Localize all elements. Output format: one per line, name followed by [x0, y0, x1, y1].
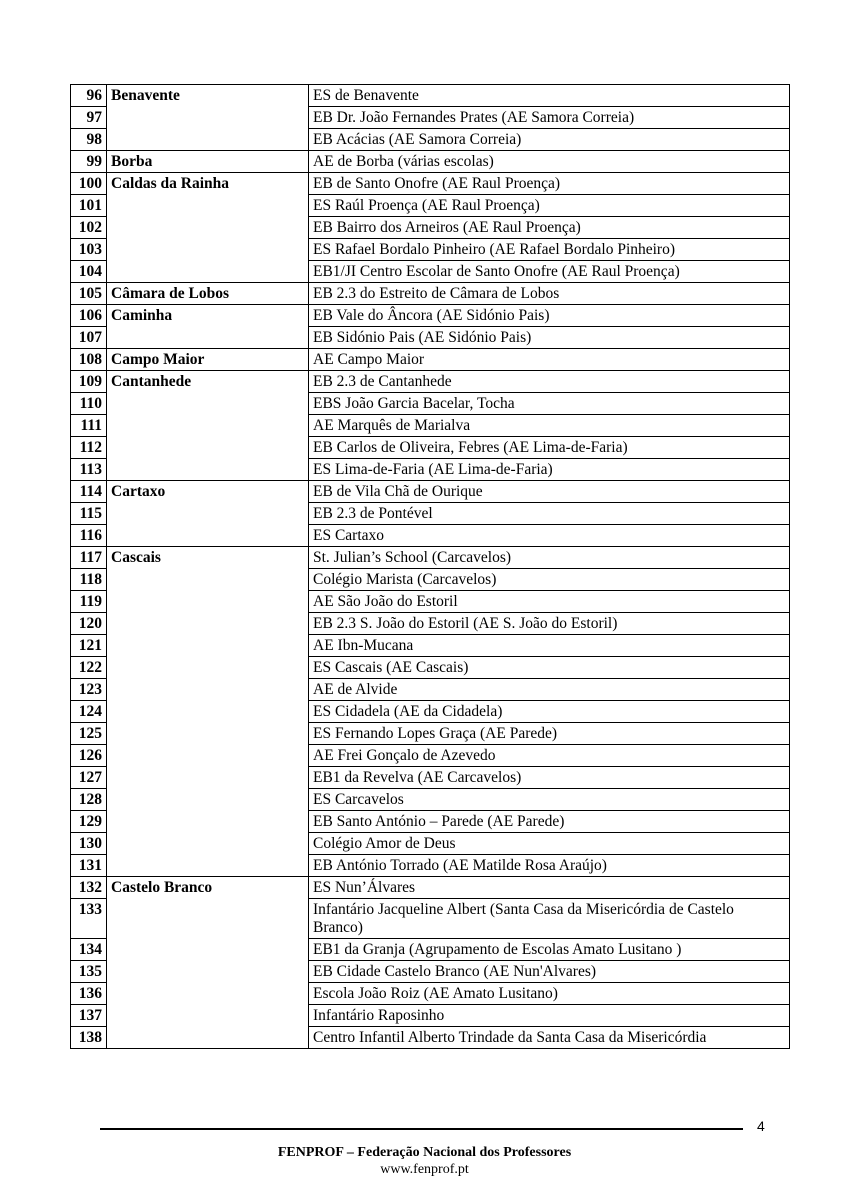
table-row: [71, 701, 790, 723]
row-number: 110: [71, 393, 107, 415]
municipality-cell: [107, 261, 309, 283]
school-cell: AE de Alvide: [309, 679, 790, 701]
school-cell: AE Marquês de Marialva: [309, 415, 790, 437]
row-number: 119: [71, 591, 107, 613]
row-number: 104: [71, 261, 107, 283]
table-row: [71, 723, 790, 745]
table-row: [71, 481, 790, 503]
table-row: [71, 437, 790, 459]
table-row: [71, 525, 790, 547]
table-row: [71, 283, 790, 305]
municipality-cell: [107, 657, 309, 679]
row-number: 132: [71, 877, 107, 899]
school-cell: EB Cidade Castelo Branco (AE Nun'Alvares): [309, 961, 790, 983]
table-row: [71, 327, 790, 349]
schools-table: [70, 84, 790, 1049]
municipality-cell: Castelo Branco: [107, 877, 309, 899]
municipality-cell: [107, 459, 309, 481]
school-cell: EB Sidónio Pais (AE Sidónio Pais): [309, 327, 790, 349]
school-cell: EB de Santo Onofre (AE Raul Proença): [309, 173, 790, 195]
school-cell: EB Carlos de Oliveira, Febres (AE Lima-de-Faria): [309, 437, 790, 459]
row-number: 123: [71, 679, 107, 701]
table-row: [71, 745, 790, 767]
municipality-cell: Caminha: [107, 305, 309, 327]
row-number: 131: [71, 855, 107, 877]
table-row: [71, 767, 790, 789]
school-cell: Escola João Roiz (AE Amato Lusitano): [309, 983, 790, 1005]
row-number: 115: [71, 503, 107, 525]
school-cell: ES Rafael Bordalo Pinheiro (AE Rafael Bordalo Pinheiro): [309, 239, 790, 261]
municipality-cell: [107, 811, 309, 833]
municipality-cell: [107, 1027, 309, 1049]
row-number: 106: [71, 305, 107, 327]
municipality-cell: Campo Maior: [107, 349, 309, 371]
school-cell: EB Santo António – Parede (AE Parede): [309, 811, 790, 833]
school-cell: ES Cartaxo: [309, 525, 790, 547]
school-cell: AE Campo Maior: [309, 349, 790, 371]
table-row: [71, 1005, 790, 1027]
school-cell: ES Nun’Álvares: [309, 877, 790, 899]
municipality-cell: [107, 569, 309, 591]
municipality-cell: [107, 855, 309, 877]
municipality-cell: [107, 635, 309, 657]
municipality-cell: [107, 195, 309, 217]
table-row: [71, 305, 790, 327]
table-row: [71, 349, 790, 371]
row-number: 112: [71, 437, 107, 459]
municipality-cell: [107, 415, 309, 437]
row-number: 127: [71, 767, 107, 789]
municipality-cell: [107, 961, 309, 983]
municipality-cell: [107, 613, 309, 635]
table-row: [71, 1027, 790, 1049]
row-number: 109: [71, 371, 107, 393]
table-row: [71, 591, 790, 613]
school-cell: EB António Torrado (AE Matilde Rosa Araújo): [309, 855, 790, 877]
municipality-cell: [107, 983, 309, 1005]
school-cell: EBS João Garcia Bacelar, Tocha: [309, 393, 790, 415]
row-number: 98: [71, 129, 107, 151]
table-row: [71, 107, 790, 129]
school-cell: Infantário Raposinho: [309, 1005, 790, 1027]
row-number: 120: [71, 613, 107, 635]
footer-organization: FENPROF – Federação Nacional dos Professores: [277, 1145, 572, 1160]
school-cell: AE São João do Estoril: [309, 591, 790, 613]
footer-website: www.fenprof.pt: [380, 1162, 469, 1177]
row-number: 114: [71, 481, 107, 503]
school-cell: EB Vale do Âncora (AE Sidónio Pais): [309, 305, 790, 327]
table-row: [71, 503, 790, 525]
row-number: 102: [71, 217, 107, 239]
row-number: 113: [71, 459, 107, 481]
school-cell: St. Julian’s School (Carcavelos): [309, 547, 790, 569]
table-row: [71, 151, 790, 173]
school-cell: ES Cascais (AE Cascais): [309, 657, 790, 679]
table-row: [71, 261, 790, 283]
row-number: 133: [71, 899, 107, 939]
school-cell: AE Ibn-Mucana: [309, 635, 790, 657]
table-row: [71, 679, 790, 701]
school-cell: EB 2.3 S. João do Estoril (AE S. João do Estoril): [309, 613, 790, 635]
school-cell: Colégio Marista (Carcavelos): [309, 569, 790, 591]
municipality-cell: [107, 745, 309, 767]
table-row: [71, 569, 790, 591]
municipality-cell: [107, 217, 309, 239]
school-cell: EB Dr. João Fernandes Prates (AE Samora Correia): [309, 107, 790, 129]
municipality-cell: Câmara de Lobos: [107, 283, 309, 305]
table-row: [71, 85, 790, 107]
municipality-cell: [107, 679, 309, 701]
row-number: 137: [71, 1005, 107, 1027]
row-number: 136: [71, 983, 107, 1005]
row-number: 135: [71, 961, 107, 983]
row-number: 134: [71, 939, 107, 961]
municipality-cell: [107, 591, 309, 613]
row-number: 122: [71, 657, 107, 679]
table-row: [71, 811, 790, 833]
municipality-cell: Benavente: [107, 85, 309, 107]
municipality-cell: [107, 129, 309, 151]
table-row: [71, 855, 790, 877]
row-number: 97: [71, 107, 107, 129]
school-cell: EB 2.3 do Estreito de Câmara de Lobos: [309, 283, 790, 305]
row-number: 126: [71, 745, 107, 767]
row-number: 118: [71, 569, 107, 591]
school-cell: EB Acácias (AE Samora Correia): [309, 129, 790, 151]
table-row: [71, 789, 790, 811]
row-number: 130: [71, 833, 107, 855]
municipality-cell: [107, 1005, 309, 1027]
table-row: [71, 899, 790, 939]
municipality-cell: [107, 239, 309, 261]
row-number: 101: [71, 195, 107, 217]
row-number: 108: [71, 349, 107, 371]
row-number: 117: [71, 547, 107, 569]
municipality-cell: [107, 939, 309, 961]
table-row: [71, 195, 790, 217]
school-cell: EB1 da Granja (Agrupamento de Escolas Amato Lusitano ): [309, 939, 790, 961]
municipality-cell: [107, 525, 309, 547]
school-cell: Colégio Amor de Deus: [309, 833, 790, 855]
school-cell: EB1/JI Centro Escolar de Santo Onofre (AE Raul Proença): [309, 261, 790, 283]
school-cell: EB de Vila Chã de Ourique: [309, 481, 790, 503]
school-cell: ES Carcavelos: [309, 789, 790, 811]
row-number: 111: [71, 415, 107, 437]
table-row: [71, 961, 790, 983]
row-number: 107: [71, 327, 107, 349]
row-number: 129: [71, 811, 107, 833]
table-row: [71, 371, 790, 393]
municipality-cell: [107, 789, 309, 811]
school-cell: EB 2.3 de Pontével: [309, 503, 790, 525]
row-number: 100: [71, 173, 107, 195]
table-row: [71, 415, 790, 437]
school-cell: Centro Infantil Alberto Trindade da Santa Casa da Misericórdia: [309, 1027, 790, 1049]
table-row: [71, 239, 790, 261]
table-row: [71, 129, 790, 151]
school-cell: EB1 da Revelva (AE Carcavelos): [309, 767, 790, 789]
table-row: [71, 547, 790, 569]
school-cell: EB Bairro dos Arneiros (AE Raul Proença): [309, 217, 790, 239]
school-cell: ES Fernando Lopes Graça (AE Parede): [309, 723, 790, 745]
table-row: [71, 833, 790, 855]
row-number: 128: [71, 789, 107, 811]
row-number: 103: [71, 239, 107, 261]
municipality-cell: [107, 503, 309, 525]
table-row: [71, 393, 790, 415]
municipality-cell: [107, 723, 309, 745]
row-number: 121: [71, 635, 107, 657]
table-row: [71, 877, 790, 899]
municipality-cell: Cascais: [107, 547, 309, 569]
table-row: [71, 939, 790, 961]
schools-table-body: [71, 85, 790, 1049]
municipality-cell: Cantanhede: [107, 371, 309, 393]
footer-divider: [100, 1128, 743, 1130]
table-row: [71, 459, 790, 481]
row-number: 138: [71, 1027, 107, 1049]
table-row: [71, 613, 790, 635]
school-cell: ES Cidadela (AE da Cidadela): [309, 701, 790, 723]
school-cell: AE Frei Gonçalo de Azevedo: [309, 745, 790, 767]
table-row: [71, 635, 790, 657]
row-number: 105: [71, 283, 107, 305]
row-number: 124: [71, 701, 107, 723]
row-number: 125: [71, 723, 107, 745]
municipality-cell: Cartaxo: [107, 481, 309, 503]
row-number: 96: [71, 85, 107, 107]
row-number: 99: [71, 151, 107, 173]
municipality-cell: [107, 393, 309, 415]
municipality-cell: [107, 833, 309, 855]
table-row: [71, 217, 790, 239]
table-row: [71, 657, 790, 679]
municipality-cell: [107, 107, 309, 129]
table-row: [71, 983, 790, 1005]
municipality-cell: Caldas da Rainha: [107, 173, 309, 195]
municipality-cell: [107, 767, 309, 789]
page-number: 4: [757, 1118, 765, 1134]
school-cell: ES Lima-de-Faria (AE Lima-de-Faria): [309, 459, 790, 481]
municipality-cell: [107, 701, 309, 723]
school-cell: EB 2.3 de Cantanhede: [309, 371, 790, 393]
table-row: [71, 173, 790, 195]
row-number: 116: [71, 525, 107, 547]
municipality-cell: Borba: [107, 151, 309, 173]
municipality-cell: [107, 437, 309, 459]
school-cell: ES de Benavente: [309, 85, 790, 107]
school-cell: ES Raúl Proença (AE Raul Proença): [309, 195, 790, 217]
municipality-cell: [107, 899, 309, 939]
school-cell: Infantário Jacqueline Albert (Santa Casa da Misericórdia de Castelo Branco): [309, 899, 790, 939]
school-cell: AE de Borba (várias escolas): [309, 151, 790, 173]
municipality-cell: [107, 327, 309, 349]
